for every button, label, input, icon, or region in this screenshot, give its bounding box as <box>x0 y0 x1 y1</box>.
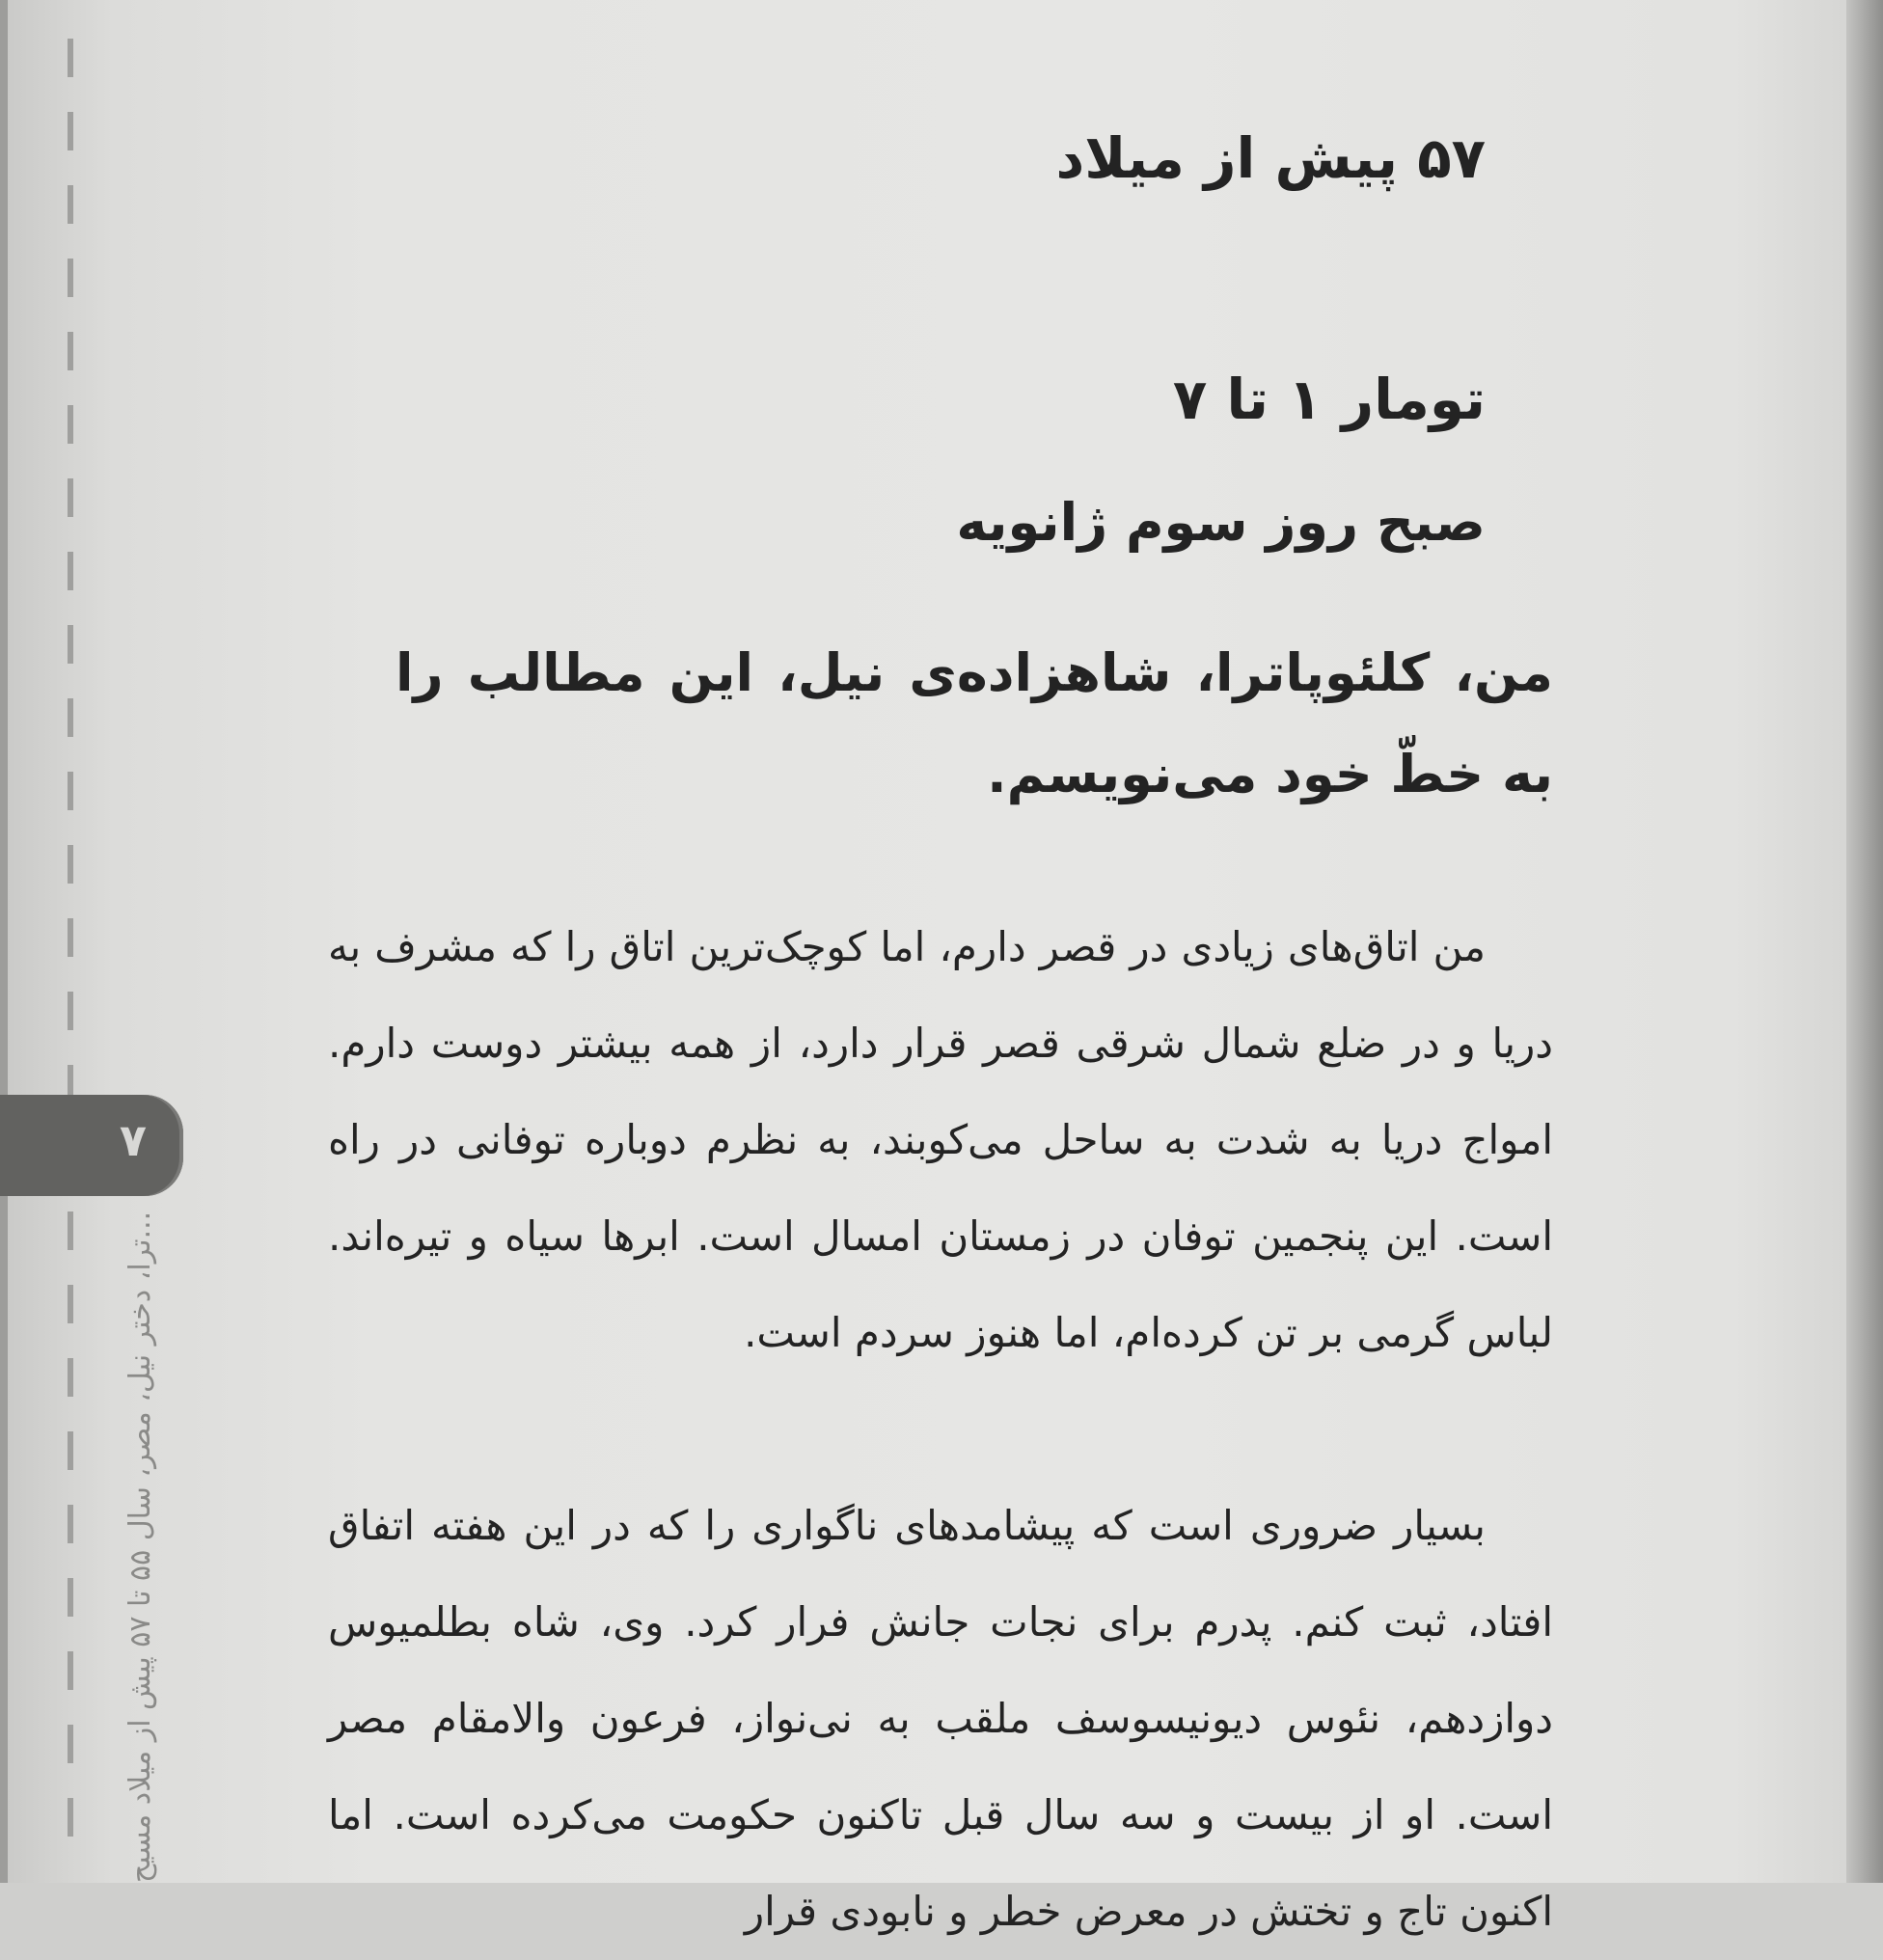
dashed-margin-line <box>68 39 73 1871</box>
paragraph-1: من اتاق‌های زیادی در قصر دارم، اما کوچک‌ترین اتاق را که مشرف به دریا و در ضلع شمال شرقی قصر قرار دارد، از همه بیشتر دوست دارم. امواج دریا به شدت به ساحل می‌کوبند، به نظرم دوباره توفانی در راه است. این پنجمین توفان در زمستان امسال است. ابرها سیاه و تیره‌اند. لباس گرمی بر تن کرده‌ام، اما هنوز سردم است. <box>328 923 1553 1356</box>
scroll-heading: تومار ۱ تا ۷ <box>1172 367 1486 432</box>
morning-heading: صبح روز سوم ژانویه <box>956 492 1486 553</box>
page-number: ۷ <box>119 1114 147 1166</box>
intro-heading: من، کلئوپاترا، شاهزاده‌ی نیل، این مطالب را به خطّ خود می‌نویسم. <box>396 642 1553 804</box>
paragraph-2: بسیار ضروری است که پیشامدهای ناگواری را که در این هفته اتفاق افتاد، ثبت کنم. پدرم برای نجات جانش فرار کرد. وی، شاه بطلمیوس دوازدهم، نئوس دیونیسوسف ملقب به نی‌نواز، فرعون والامقام مصر است. او از بیست و سه سال قبل تاکنون حکومت می‌کرده است. اما اکنون تاج و تختش در معرض خطر و نابودی قرار <box>328 1502 1553 1935</box>
running-head-text: ...ترا، دختر نیل، مصر، سال ۵۵ تا ۵۷ پیش از میلاد مسیح <box>123 1211 157 1883</box>
date-heading: ۵۷ پیش از میلاد <box>1055 125 1486 191</box>
running-head <box>96 1211 183 1883</box>
page-number-tab <box>0 1095 183 1196</box>
page-right-edge <box>1846 0 1883 1883</box>
page-left-edge <box>0 0 8 1883</box>
